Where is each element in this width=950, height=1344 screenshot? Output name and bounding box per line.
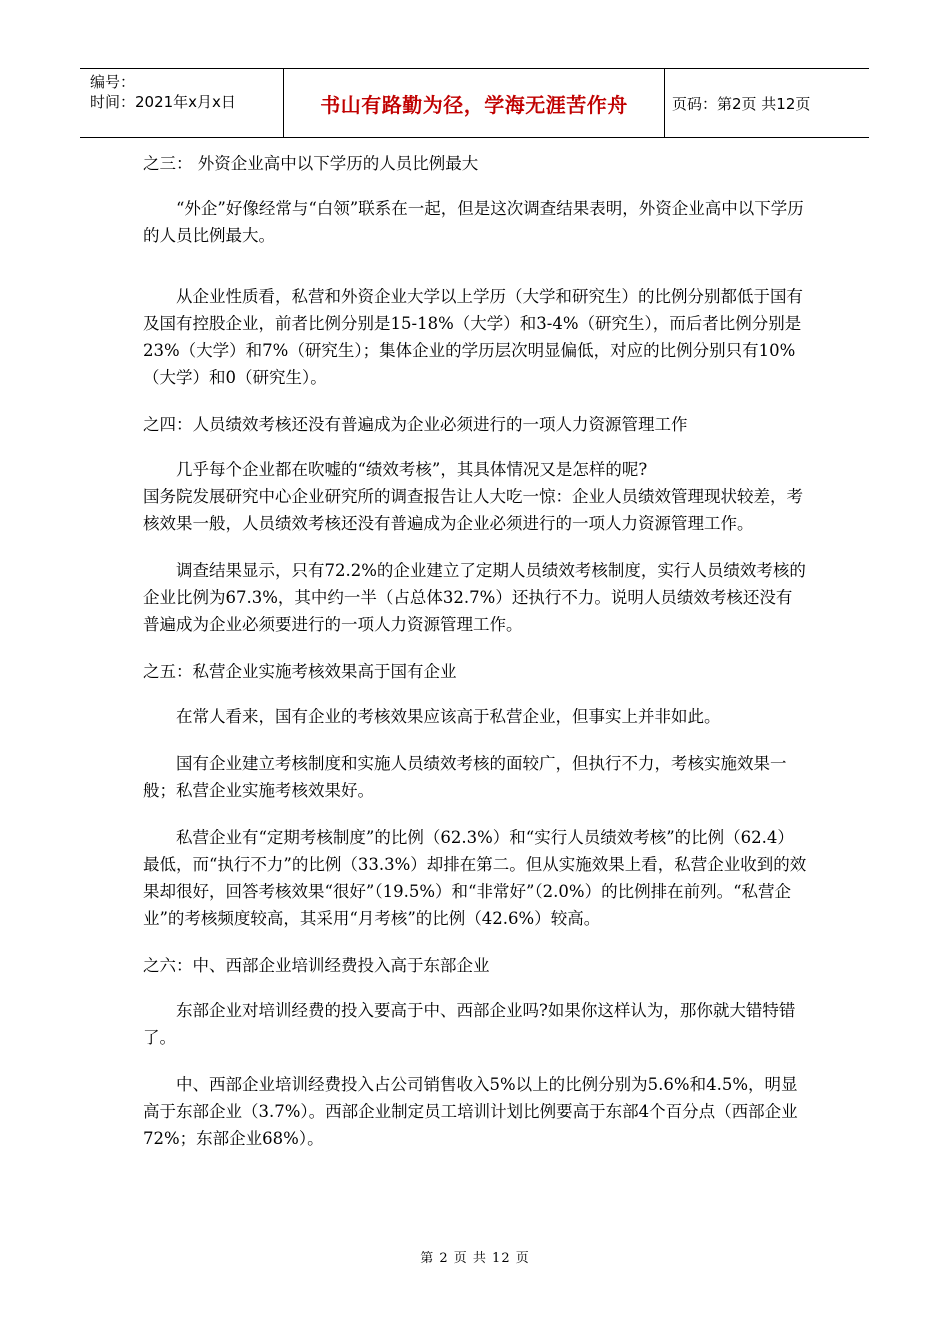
section-4-paragraph-1a: 几乎每个企业都在吹嘘的“绩效考核”，其具体情况又是怎样的呢?: [176, 460, 648, 479]
section-6-paragraph-1: 东部企业对培训经费的投入要高于中、西部企业吗?如果你这样认为，那你就大错特错了。: [143, 1001, 796, 1047]
header-meta: [80, 69, 283, 137]
page-footer: 第 2 页 共 12 页: [420, 1251, 530, 1266]
header-page-info: 页码：第2页 共12页: [672, 94, 811, 113]
section-4-paragraph-2: 调查结果显示，只有72.2%的企业建立了定期人员绩效考核制度，实行人员绩效考核的企业比例为67.3%，其中约一半（占总体32.7%）还执行不力。说明人员绩效考核还没有普遍成为企业必须要进行的一项人力资源管理工作。: [143, 561, 806, 634]
section-4-paragraph-1b: 国务院发展研究中心企业研究所的调查报告让人大吃一惊：企业人员绩效管理现状较差，考核效果一般，人员绩效考核还没有普遍成为企业必须进行的一项人力资源管理工作。: [143, 487, 803, 533]
header-motto-cell: [283, 69, 665, 137]
section-3-paragraph-1: “外企”好像经常与“白领”联系在一起，但是这次调查结果表明，外资企业高中以下学历的人员比例最大。: [143, 199, 804, 245]
section-heading-6: 之六：中、西部企业培训经费投入高于东部企业: [143, 956, 490, 975]
document-date: 时间：2021年x月x日: [90, 93, 236, 111]
section-heading-3: 之三： 外资企业高中以下学历的人员比例最大: [143, 154, 479, 173]
document-number-label: 编号：: [90, 73, 136, 91]
section-heading-5: 之五：私营企业实施考核效果高于国有企业: [143, 662, 457, 681]
section-5-paragraph-3: 私营企业有“定期考核制度”的比例（62.3%）和“实行人员绩效考核”的比例（62.4）最低，而“执行不力”的比例（33.3%）却排在第二。但从实施效果上看，私营企业收到的效果却很好，回答考核效果“很好”（19.5%）和“非常好”（2.0%）的比例排在前列。“私营企业”的考核频度较高，其采用“月考核”的比例（42.6%）较高。: [143, 828, 807, 928]
document-header: [80, 68, 869, 138]
document-body: [143, 150, 808, 1152]
section-3-paragraph-2: 从企业性质看，私营和外资企业大学以上学历（大学和研究生）的比例分别都低于国有及国有控股企业，前者比例分别是15-18%（大学）和3-4%（研究生），而后者比例分别是23%（大学）和7%（研究生）；集体企业的学历层次明显偏低，对应的比例分别只有10%（大学）和0（研究生）。: [143, 287, 803, 387]
section-heading-4: 之四：人员绩效考核还没有普遍成为企业必须进行的一项人力资源管理工作: [143, 415, 688, 434]
section-6-paragraph-2: 中、西部企业培训经费投入占公司销售收入5%以上的比例分别为5.6%和4.5%，明显高于东部企业（3.7%）。西部企业制定员工培训计划比例要高于东部4个百分点（西部企业72%；东部企业68%）。: [143, 1075, 798, 1148]
header-motto: 书山有路勤为径，学海无涯苦作舟: [320, 92, 628, 117]
section-5-paragraph-2: 国有企业建立考核制度和实施人员绩效考核的面较广，但执行不力，考核实施效果一般；私营企业实施考核效果好。: [143, 754, 787, 800]
section-5-paragraph-1: 在常人看来，国有企业的考核效果应该高于私营企业，但事实上并非如此。: [176, 707, 721, 726]
